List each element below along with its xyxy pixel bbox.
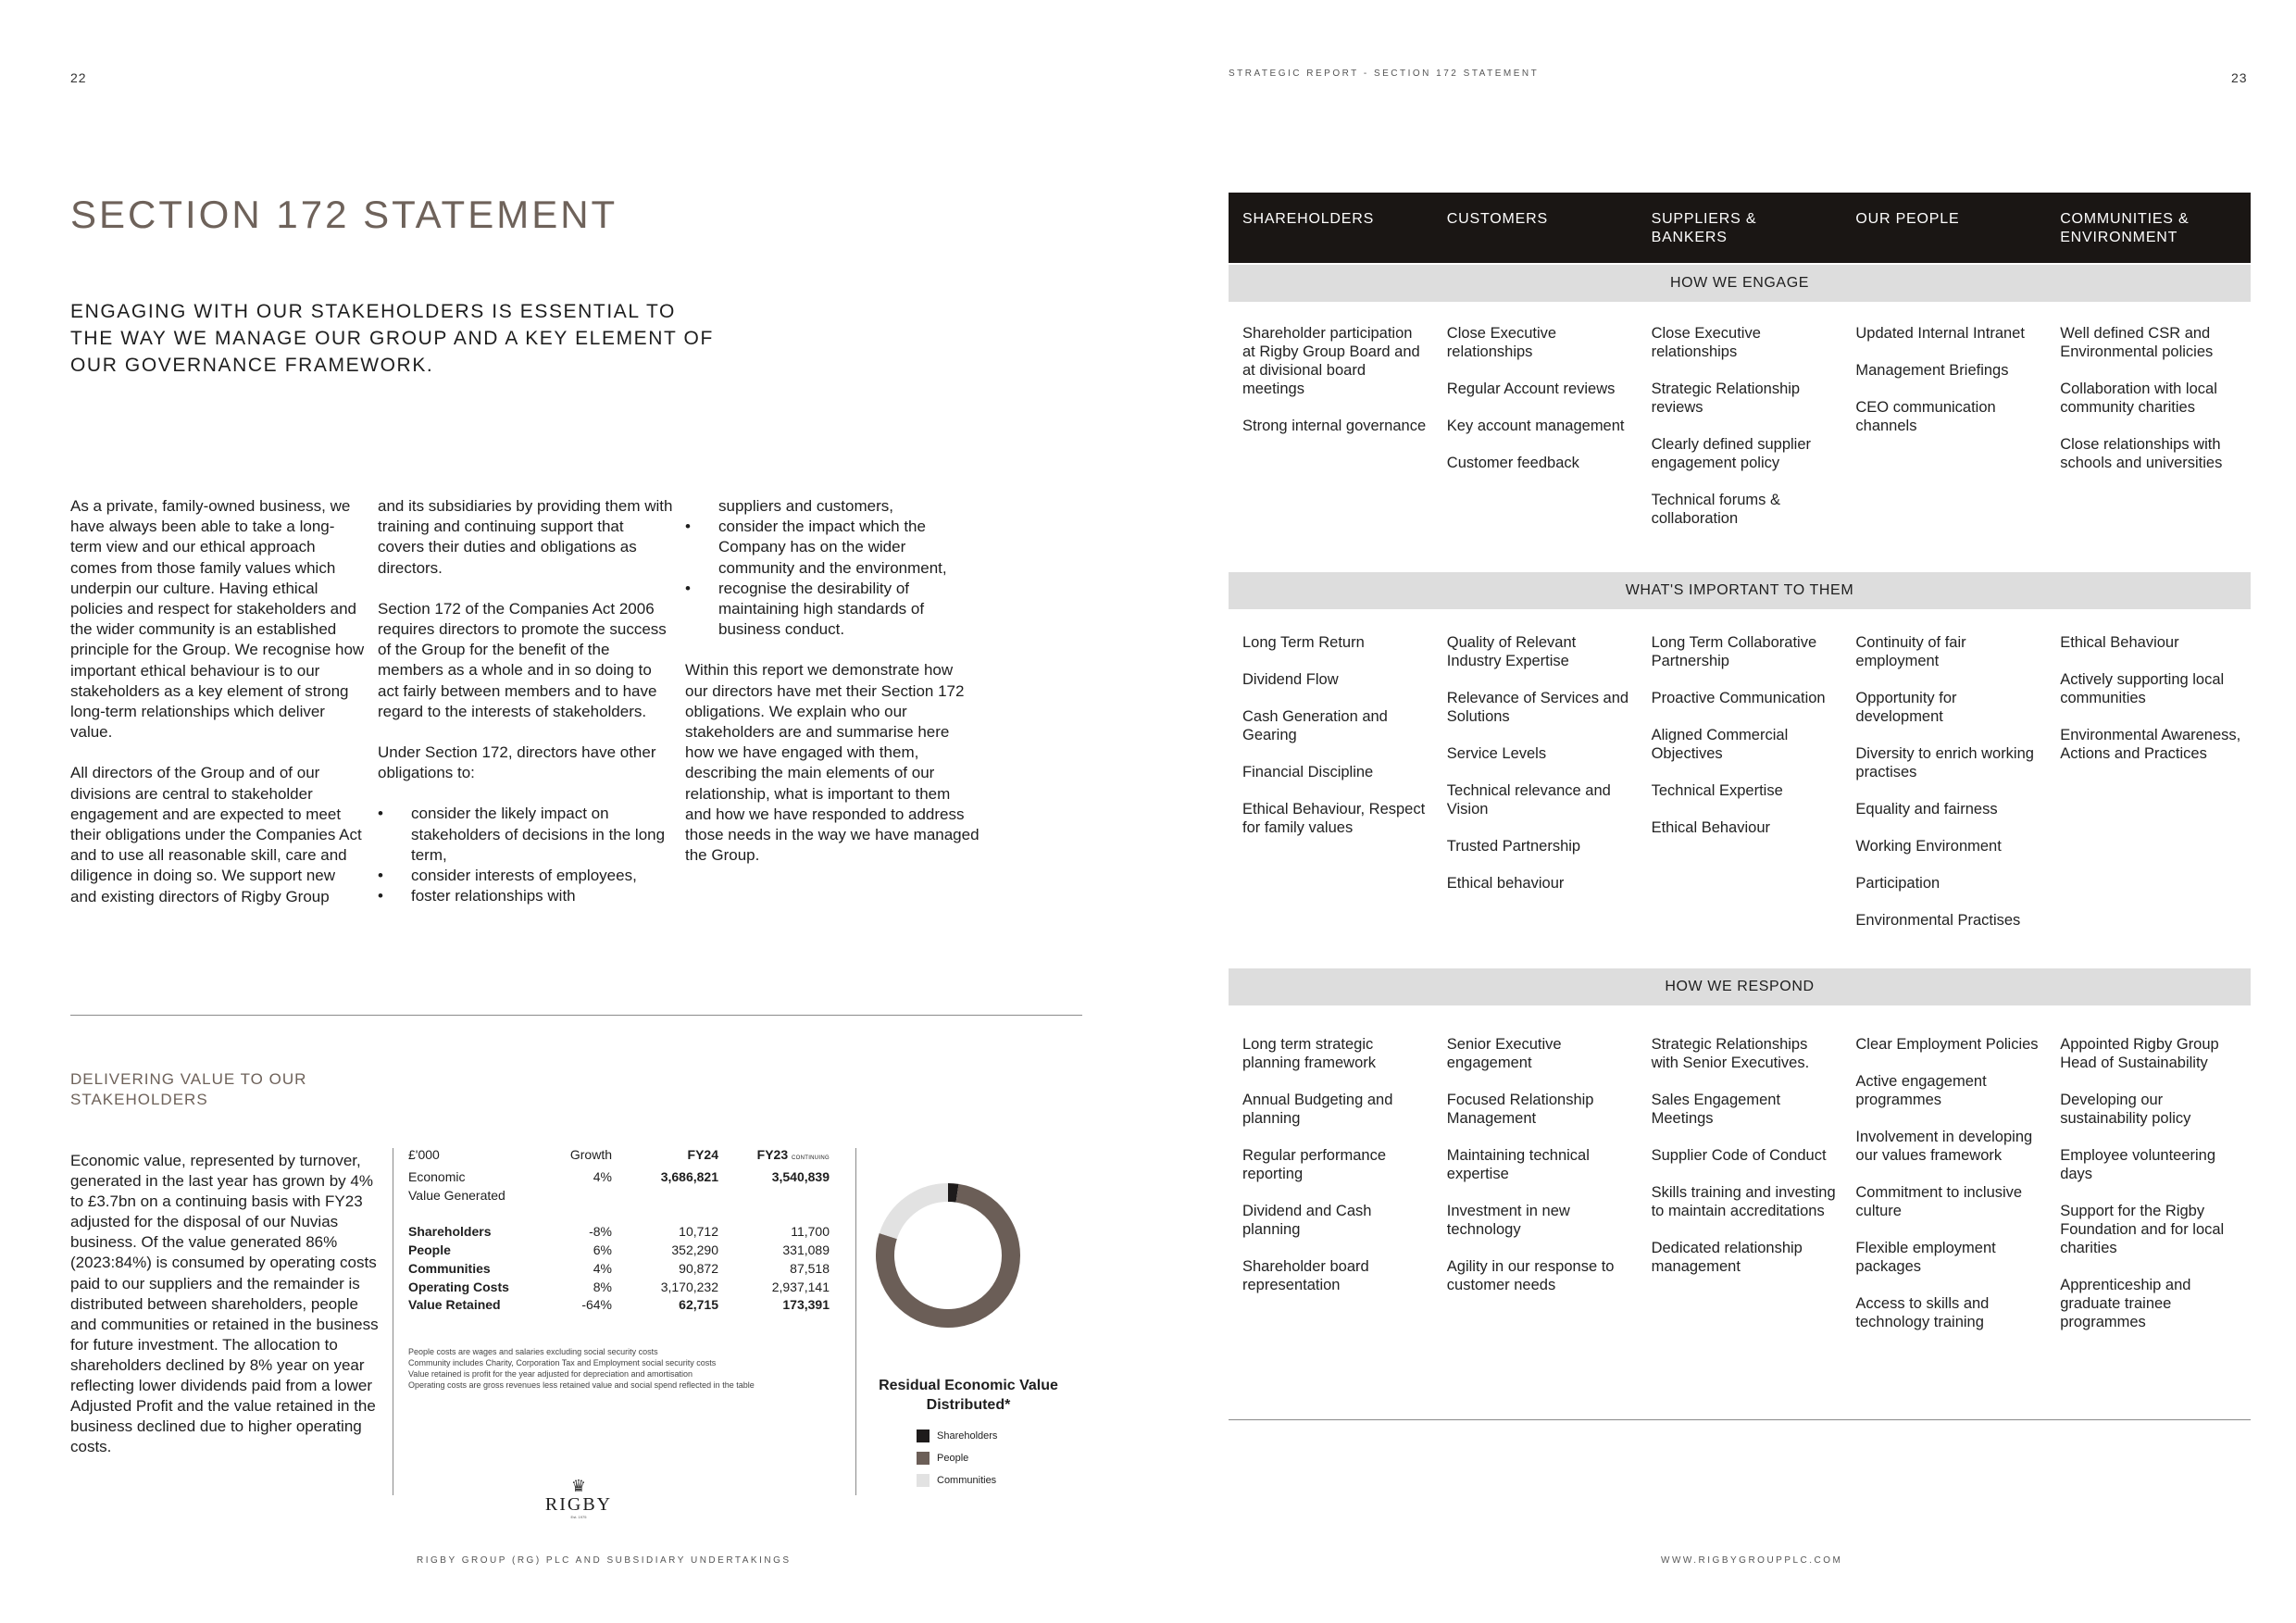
footer-right: WWW.RIGBYGROUPPLC.COM <box>1661 1555 1843 1566</box>
cell: 331,089 <box>782 1242 830 1257</box>
respond-column <box>2046 1035 2251 1350</box>
list-item: • consider the likely impact on stakeholders of decisions in the long term, <box>378 804 674 866</box>
cell: 87,518 <box>790 1260 830 1276</box>
row-label: Operating Costs <box>408 1279 509 1294</box>
body-paragraph: All directors of the Group and of our divisions are central to stakeholder engagement and are expected to meet their obligations under the Companies Act and to use all reasonable skill, care and diligence in doing so. We support new and existing directors of Rigby Group <box>70 764 362 905</box>
table-notes <box>408 1346 843 1391</box>
list-item: Shareholder participation at Rigby Group Board and at divisional board meetings <box>1242 325 1420 397</box>
list-item: Technical Expertise <box>1651 782 1783 799</box>
obligations-list <box>378 804 674 906</box>
list-item: Financial Discipline <box>1242 764 1374 780</box>
running-header: STRATEGIC REPORT - SECTION 172 STATEMENT <box>1229 69 1540 79</box>
donut-chart <box>876 1148 1024 1333</box>
band-how-we-respond: HOW WE RESPOND <box>1229 968 2251 1005</box>
list-item: Strategic Relationships with Senior Executives. <box>1651 1036 1810 1071</box>
list-item: Ethical Behaviour <box>2060 634 2179 651</box>
list-item: Environmental Practises <box>1855 912 2021 929</box>
list-item: Supplier Code of Conduct <box>1651 1147 1827 1164</box>
list-item: Customer feedback <box>1446 455 1579 471</box>
list-item: Active engagement programmes <box>1855 1073 1987 1108</box>
list-item: • consider the impact which the Company has on the wider community and the environment, <box>685 517 980 579</box>
page-number-left: 22 <box>70 70 87 85</box>
row-label: Economic Value Generated <box>408 1168 505 1203</box>
list-item: Service Levels <box>1446 745 1547 762</box>
cell: 62,715 <box>679 1297 718 1313</box>
row-label: Value Retained <box>408 1297 501 1313</box>
page-title: SECTION 172 STATEMENT <box>70 193 618 236</box>
important-column <box>1841 633 2046 948</box>
list-item: Commitment to inclusive culture <box>1855 1184 2023 1219</box>
list-item: Annual Budgeting and planning <box>1242 1092 1393 1127</box>
important-columns <box>1229 633 2251 948</box>
cell: 3,170,232 <box>660 1279 718 1294</box>
list-item: Management Briefings <box>1855 362 2009 379</box>
legend-item <box>917 1452 997 1465</box>
legend-label: Shareholders <box>937 1430 998 1442</box>
list-item: Dividend and Cash planning <box>1242 1203 1372 1238</box>
page-subtitle: ENGAGING WITH OUR STAKEHOLDERS IS ESSENTIAL TO THE WAY WE MANAGE OUR GROUP AND A KEY ELEMENT OF OUR GOVERNANCE FRAMEWORK. <box>70 301 714 376</box>
chart-legend <box>917 1429 997 1496</box>
list-item: Ethical Behaviour, Respect for family values <box>1242 801 1426 836</box>
important-column <box>1638 633 1842 948</box>
body-column-1 <box>70 496 365 928</box>
chart-title: Residual Economic Value Distributed* <box>879 1378 1058 1413</box>
list-item: Long Term Return <box>1242 634 1365 651</box>
engage-column <box>1229 324 1433 546</box>
list-item: Actively supporting local communities <box>2060 671 2225 706</box>
list-item: Focused Relationship Management <box>1446 1092 1594 1127</box>
list-item: Participation <box>1855 875 1940 892</box>
column-header: Growth <box>569 1147 612 1162</box>
list-item: Continuity of fair employment <box>1855 634 1966 669</box>
list-item: Environmental Awareness, Actions and Practices <box>2060 727 2241 762</box>
list-item: Collaboration with local community charities <box>2060 381 2217 416</box>
list-item: Close Executive relationships <box>1446 325 1557 360</box>
engage-columns <box>1229 324 2251 546</box>
body-column-3 <box>685 496 980 886</box>
column-header-fy23: FY23 CONTINUING <box>756 1147 830 1162</box>
list-item: Close Executive relationships <box>1651 325 1761 360</box>
divider-vertical <box>855 1148 856 1495</box>
table-row <box>408 1168 843 1205</box>
body-paragraph: As a private, family-owned business, we have always been able to take a long-term view and our ethical approach comes from those family values which underpin our culture. Having ethical policies and respect for stakeholders and the wider community is an established principle for the Group. We recognise how important ethical behaviour is to our stakeholders as a key element of strong long-term relationships which deliver value. <box>70 497 365 742</box>
list-item: Well defined CSR and Environmental policies <box>2060 325 2214 360</box>
donut-slice-communities <box>888 1192 948 1236</box>
row-label: People <box>408 1242 451 1257</box>
important-column <box>1229 633 1433 948</box>
list-item: Agility in our response to customer needs <box>1446 1258 1615 1293</box>
band-whats-important: WHAT'S IMPORTANT TO THEM <box>1229 572 2251 609</box>
list-item: Dedicated relationship management <box>1651 1240 1803 1275</box>
stakeholder-heading: SHAREHOLDERS <box>1242 211 1375 227</box>
list-item: Relevance of Services and Solutions <box>1446 690 1629 725</box>
legend-swatch <box>917 1452 930 1465</box>
page-number-right: 23 <box>2231 70 2248 85</box>
list-item: Sales Engagement Meetings <box>1651 1092 1781 1127</box>
table-row <box>408 1223 843 1242</box>
list-item: Ethical behaviour <box>1446 875 1565 892</box>
obligations-list-cont <box>685 517 980 640</box>
cell: 4% <box>593 1168 612 1184</box>
body-paragraph: Within this report we demonstrate how our directors have met their Section 172 obligations. We explain who our stakeholders are and summarise here how we have engaged with them, describing the main elements of our relationship, what is important to them and how we have responded to address those needs in the way we have managed the Group. <box>685 661 980 865</box>
stakeholder-heading: COMMUNITIES & ENVIRONMENT <box>2060 211 2190 245</box>
table-header-row <box>408 1146 843 1168</box>
crest-icon: ♛ <box>570 1477 587 1495</box>
rigby-logo <box>518 1478 639 1519</box>
table-row <box>408 1279 843 1297</box>
engage-column <box>1433 324 1638 546</box>
list-item: • consider interests of employees, <box>378 866 674 886</box>
list-item: Involvement in developing our values framework <box>1855 1129 2033 1164</box>
list-item: Flexible employment packages <box>1855 1240 1996 1275</box>
list-item: Support for the Rigby Foundation and for local charities <box>2060 1203 2225 1256</box>
list-item: Developing our sustainability policy <box>2060 1092 2191 1127</box>
table-row <box>408 1242 843 1260</box>
table-body <box>408 1223 843 1315</box>
respond-columns <box>1229 1035 2251 1350</box>
stakeholder-header-row <box>1229 193 2251 263</box>
list-item: • foster relationships with <box>378 886 674 906</box>
band-how-we-engage: HOW WE ENGAGE <box>1229 265 2251 302</box>
list-item: Access to skills and technology training <box>1855 1295 1990 1330</box>
table-row <box>408 1260 843 1279</box>
list-item: Cash Generation and Gearing <box>1242 708 1388 743</box>
legend-item <box>917 1429 997 1442</box>
cell: 4% <box>593 1260 612 1276</box>
list-item: Updated Internal Intranet <box>1855 325 2025 342</box>
footer-left: RIGBY GROUP (RG) PLC AND SUBSIDIARY UNDERTAKINGS <box>417 1555 792 1566</box>
row-label: Shareholders <box>408 1224 492 1240</box>
logo-sub: Est. 1975 <box>570 1515 587 1519</box>
value-section-title: DELIVERING VALUE TO OUR STAKEHOLDERS <box>70 1070 307 1108</box>
note: People costs are wages and salaries excluding social security costs <box>408 1347 658 1356</box>
respond-column <box>1638 1035 1842 1350</box>
list-item: Clearly defined supplier engagement policy <box>1651 436 1812 471</box>
stakeholder-heading: OUR PEOPLE <box>1855 211 1960 227</box>
list-item: Long Term Collaborative Partnership <box>1651 634 1817 669</box>
cell: 8% <box>593 1279 612 1294</box>
body-column-2 <box>378 496 674 906</box>
table-row <box>408 1296 843 1315</box>
list-item: Employee volunteering days <box>2060 1147 2216 1182</box>
respond-column <box>1433 1035 1638 1350</box>
important-column <box>2046 633 2251 948</box>
legend-item <box>917 1474 997 1487</box>
cell: 3,686,821 <box>660 1168 718 1184</box>
legend-swatch <box>917 1474 930 1487</box>
stakeholder-heading: CUSTOMERS <box>1446 211 1548 227</box>
list-item: Strategic Relationship reviews <box>1651 381 1801 416</box>
list-item: Key account management <box>1446 418 1625 434</box>
list-item: Regular performance reporting <box>1242 1147 1386 1182</box>
legend-label: Communities <box>937 1475 997 1486</box>
list-item: Ethical Behaviour <box>1651 819 1771 836</box>
cell: -8% <box>589 1224 612 1240</box>
list-item: Strong internal governance <box>1242 418 1427 434</box>
list-item: Quality of Relevant Industry Expertise <box>1446 634 1577 669</box>
list-item: Dividend Flow <box>1242 671 1339 688</box>
important-column <box>1433 633 1638 948</box>
list-item: Long term strategic planning framework <box>1242 1036 1376 1071</box>
column-header: £'000 <box>408 1147 440 1162</box>
list-item: Skills training and investing to maintain accreditations <box>1651 1184 1836 1219</box>
divider <box>70 1015 1082 1016</box>
list-item: CEO communication channels <box>1855 399 1996 434</box>
list-item: Senior Executive engagement <box>1446 1036 1562 1071</box>
legend-label: People <box>937 1453 969 1464</box>
list-item: Equality and fairness <box>1855 801 1998 818</box>
list-item: Technical forums & collaboration <box>1651 492 1780 527</box>
list-item: Close relationships with schools and universities <box>2060 436 2223 471</box>
list-item: Aligned Commercial Objectives <box>1651 727 1789 762</box>
logo-text: RIGBY <box>544 1494 613 1515</box>
respond-column <box>1229 1035 1433 1350</box>
list-item: Working Environment <box>1855 838 2002 855</box>
column-header: FY24 <box>687 1147 718 1162</box>
engage-column <box>2046 324 2251 546</box>
list-item: Technical relevance and Vision <box>1446 782 1611 818</box>
legend-swatch <box>917 1429 930 1442</box>
row-label: Communities <box>408 1260 491 1276</box>
list-item: • recognise the desirability of maintaining high standards of business conduct. <box>685 579 980 641</box>
list-item: Appointed Rigby Group Head of Sustainability <box>2060 1036 2219 1071</box>
list-item: Trusted Partnership <box>1446 838 1581 855</box>
economic-value-table <box>408 1146 843 1315</box>
list-item: Opportunity for development <box>1855 690 1957 725</box>
list-continuation: suppliers and customers, <box>718 497 893 515</box>
list-item: Diversity to enrich working practises <box>1855 745 2034 780</box>
cell: 6% <box>593 1242 612 1257</box>
cell: 11,700 <box>791 1224 830 1240</box>
note: Operating costs are gross revenues less retained value and social spend reflected in the table <box>408 1380 755 1390</box>
list-item: Regular Account reviews <box>1446 381 1616 397</box>
cell: 90,872 <box>679 1260 718 1276</box>
cell: 10,712 <box>679 1224 718 1240</box>
value-text: Economic value, represented by turnover, generated in the last year has grown by 4% to £3.7bn on a continuing basis with FY23 adjusted for the disposal of our Nuvias business. Of the value generated 86% (2023:84%) is consumed by operating costs paid to our suppliers and the remainder is distributed between shareholders, people and communities or retained in the business for future investment. The allocation to shareholders declined by 8% year on year reflecting lower dividends paid from a lower Adjusted Profit and the value retained in the business declined due to higher operating costs. <box>70 1152 379 1456</box>
divider <box>1229 1419 2251 1420</box>
cell: 173,391 <box>782 1297 830 1313</box>
body-paragraph: Under Section 172, directors have other obligations to: <box>378 743 656 782</box>
list-item: Apprenticeship and graduate trainee programmes <box>2060 1277 2191 1330</box>
list-item: Shareholder board representation <box>1242 1258 1369 1293</box>
body-paragraph: and its subsidiaries by providing them with training and continuing support that covers their duties and obligations as directors. <box>378 497 673 577</box>
engage-column <box>1841 324 2046 546</box>
cell: 2,937,141 <box>771 1279 830 1294</box>
list-item: Proactive Communication <box>1651 690 1826 706</box>
list-item: Investment in new technology <box>1446 1203 1570 1238</box>
donut-slice-shareholders <box>948 1192 957 1193</box>
note: Community includes Charity, Corporation Tax and Employment social security costs <box>408 1358 717 1367</box>
cell: -64% <box>581 1297 612 1313</box>
stakeholder-heading: SUPPLIERS & BANKERS <box>1651 211 1757 245</box>
respond-column <box>1841 1035 2046 1350</box>
engage-column <box>1638 324 1842 546</box>
cell: 352,290 <box>671 1242 718 1257</box>
list-item: Maintaining technical expertise <box>1446 1147 1590 1182</box>
body-paragraph: Section 172 of the Companies Act 2006 requires directors to promote the success of the Group for the benefit of the members as a whole and in so doing to act fairly between members and to have regard to the interests of stakeholders. <box>378 599 667 720</box>
list-item: Clear Employment Policies <box>1855 1036 2039 1053</box>
cell: 3,540,839 <box>771 1168 830 1184</box>
note: Value retained is profit for the year adjusted for depreciation and amortisation <box>408 1369 693 1379</box>
